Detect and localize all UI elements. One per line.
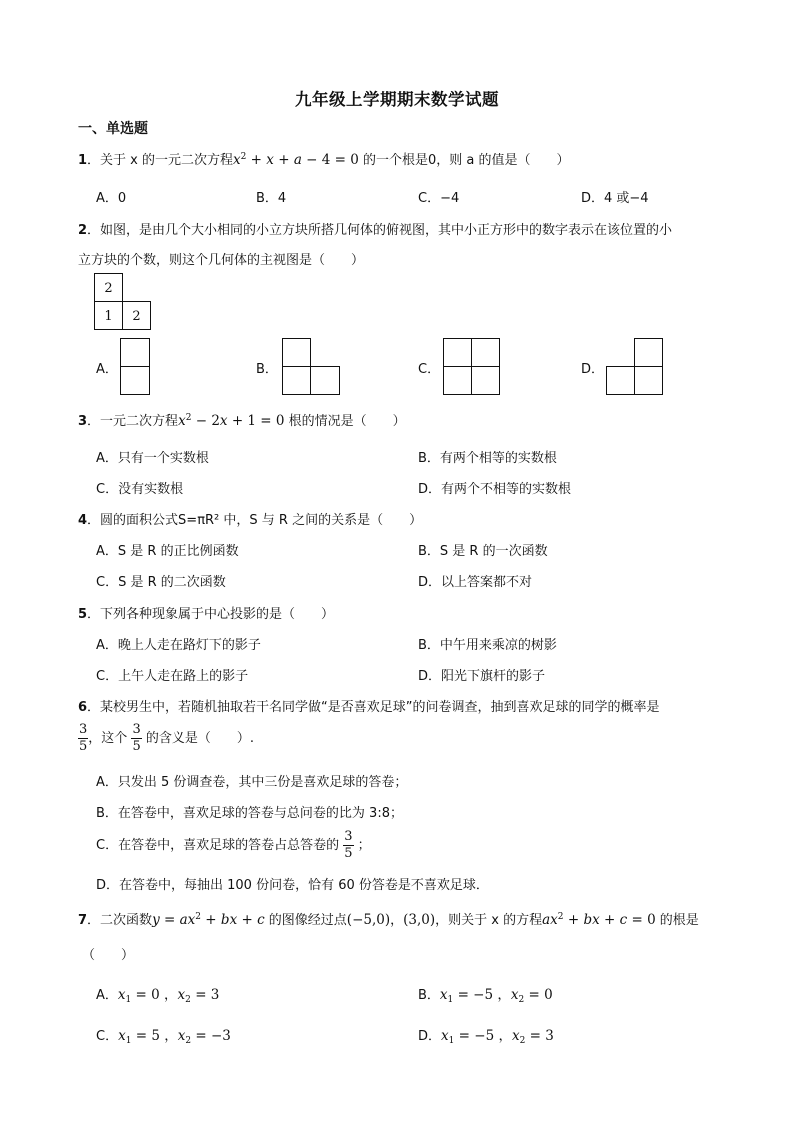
option-b[interactable]: B．中午用来乘凉的树影: [418, 638, 557, 653]
question-number: 7: [78, 913, 88, 928]
front-view-a-figure[interactable]: [120, 338, 151, 396]
option-d[interactable]: D．有两个不相等的实数根: [418, 482, 572, 497]
option-b[interactable]: B．: [256, 362, 278, 377]
option-b[interactable]: B．S 是 R 的一次函数: [418, 544, 548, 559]
option-d[interactable]: D．4 或−4: [581, 191, 649, 206]
option-d[interactable]: [418, 1024, 554, 1046]
option-d[interactable]: D．在答卷中，每抽出 100 份问卷，恰有 60 份答卷是不喜欢足球．: [96, 878, 489, 893]
fraction-denominator: 5: [79, 739, 88, 754]
question-text: 的图像经过点: [264, 913, 347, 928]
option-b[interactable]: B．在答卷中，喜欢足球的答卷与总问卷的比为 3:8；: [96, 806, 403, 821]
equation: $y = ax^2$ + bx + c: [152, 912, 265, 928]
option-a[interactable]: A．S 是 R 的正比例函数: [96, 544, 239, 559]
option-c[interactable]: [96, 830, 371, 861]
option-d[interactable]: D．: [581, 362, 605, 377]
question-text: ．关于 x 的一元二次方程: [87, 153, 234, 168]
option-label: A．: [96, 988, 118, 1003]
option-a[interactable]: A．晚上人走在路灯下的影子: [96, 638, 261, 653]
fraction-numerator: 3: [132, 722, 141, 737]
option-a[interactable]: A．只发出 5 份调查卷，其中三份是喜欢足球的答卷；: [96, 775, 408, 790]
answer-math: $x_1 = -5$ ，$x_2 = 3$: [441, 1028, 554, 1046]
fraction: [78, 723, 88, 754]
front-view-b-figure[interactable]: [282, 338, 342, 396]
question-4: [78, 509, 422, 528]
point: (3,0): [403, 912, 436, 928]
answer-math: $x_1 = -5$ ，$x_2 = 0$: [439, 987, 553, 1005]
question-text: ．下列各种现象属于中心投影的是（ ）: [87, 607, 335, 622]
fraction: [343, 830, 353, 861]
question-text: ，这个: [88, 731, 128, 746]
option-b[interactable]: B．4: [256, 191, 287, 206]
option-c[interactable]: [96, 1024, 231, 1046]
question-7-line-2: （ ）: [82, 948, 135, 963]
equation: $x^2 + x + a - 4 = 0$: [233, 152, 359, 168]
question-7: [78, 909, 699, 928]
question-text: ．一元二次方程: [87, 414, 179, 429]
answer-math: $x_1 = 5$ ，$x_2 = -3$: [118, 1028, 231, 1046]
question-text: ，则关于 x 的方程: [435, 913, 543, 928]
option-a[interactable]: A．只有一个实数根: [96, 451, 209, 466]
top-view-cell: 2: [94, 273, 123, 302]
option-a[interactable]: A．: [96, 362, 118, 377]
top-view-cell: 1: [94, 301, 123, 330]
question-2: [78, 219, 672, 238]
question-2-line-2: 立方块的个数，则这个几何体的主视图是（ ）: [78, 253, 365, 268]
answer-math: $x_1 = 0$ ，$x_2 = 3$: [117, 987, 220, 1005]
question-text: ．如图，是由几个大小相同的小立方块所搭几何体的俯视图，其中小正方形中的数字表示在该位置的小: [87, 223, 673, 238]
fraction-numerator: 3: [344, 829, 353, 844]
option-text: ；: [357, 838, 371, 853]
question-text: 的一个根是0，则 a 的值是（ ）: [358, 153, 570, 168]
question-number: 5: [78, 607, 88, 622]
question-text: 的含义是（ ）.: [145, 731, 254, 746]
option-c[interactable]: C．−4: [418, 191, 460, 206]
fraction: [131, 723, 141, 754]
option-label: B．: [418, 988, 440, 1003]
option-label: C．: [96, 1029, 119, 1044]
question-text: ．某校男生中，若随机抽取若干名同学做“是否喜欢足球”的问卷调查，抽到喜欢足球的同学的概率是: [87, 700, 660, 715]
fraction-numerator: 3: [79, 722, 88, 737]
question-number: 1: [78, 153, 88, 168]
option-c[interactable]: C．S 是 R 的二次函数: [96, 575, 226, 590]
fraction-denominator: 5: [132, 739, 141, 754]
point: (−5,0): [346, 912, 391, 928]
question-text: ．二次函数: [87, 913, 153, 928]
question-1: [78, 149, 569, 168]
section-heading: 一、单选题: [78, 121, 148, 137]
front-view-d-figure[interactable]: [606, 338, 666, 396]
question-text: 的根是: [655, 913, 699, 928]
option-d[interactable]: D．以上答案都不对: [418, 575, 533, 590]
option-b[interactable]: [418, 983, 553, 1005]
page-title: 九年级上学期期末数学试题: [295, 90, 499, 109]
question-number: 2: [78, 223, 88, 238]
equation: $x^2 - 2x + 1 = 0$: [178, 413, 285, 429]
question-text: ．圆的面积公式S=πR² 中，S 与 R 之间的关系是（ ）: [87, 513, 423, 528]
fraction-denominator: 5: [344, 846, 353, 861]
option-label: D．: [418, 1029, 442, 1044]
question-3: [78, 410, 406, 429]
question-text: ，: [390, 913, 404, 928]
option-c[interactable]: C．没有实数根: [96, 482, 184, 497]
option-a[interactable]: [96, 983, 219, 1005]
option-b[interactable]: B．有两个相等的实数根: [418, 451, 557, 466]
question-number: 3: [78, 414, 88, 429]
equation: $ax^2$ + bx + c = 0: [542, 912, 656, 928]
front-view-c-figure[interactable]: [443, 338, 503, 396]
question-text: 根的情况是（ ）: [284, 414, 406, 429]
option-a[interactable]: A．0: [96, 191, 127, 206]
top-view-cell: 2: [122, 301, 151, 330]
question-5: [78, 603, 334, 622]
question-number: 4: [78, 513, 88, 528]
question-number: 6: [78, 700, 88, 715]
option-text: C．在答卷中，喜欢足球的答卷占总答卷的: [96, 838, 340, 853]
option-c[interactable]: C．: [418, 362, 441, 377]
option-c[interactable]: C．上午人走在路上的影子: [96, 669, 249, 684]
option-d[interactable]: D．阳光下旗杆的影子: [418, 669, 546, 684]
question-6: [78, 696, 660, 715]
question-6-line-2: [78, 723, 254, 754]
